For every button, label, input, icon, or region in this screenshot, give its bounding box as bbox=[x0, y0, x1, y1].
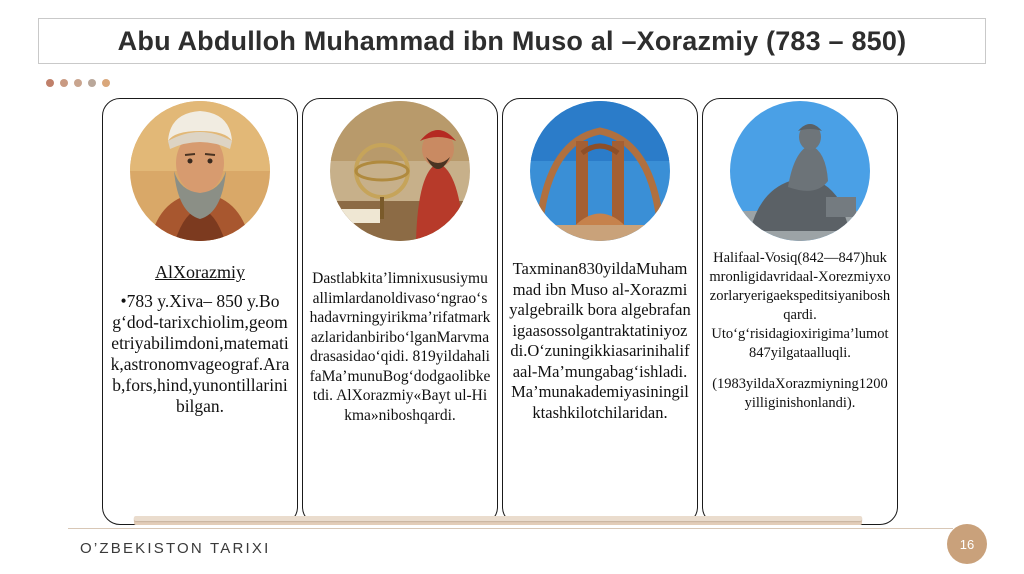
decorative-bar bbox=[134, 516, 862, 521]
card-3-text: Taxminan830yildaMuhammad ibn Muso al-Xorazmiyalgebrailk bora algebrafanigaasossolgantraktatiniyozdi.O‘zuningikkiasarinihalifaal-Ma’mungabag‘ishladi.Ma’munakademiyasiningilktashkilotchilaridan. bbox=[509, 259, 691, 422]
dot-1 bbox=[46, 79, 54, 87]
dot-4 bbox=[88, 79, 96, 87]
portrait-photo bbox=[130, 101, 270, 241]
dot-2 bbox=[60, 79, 68, 87]
card-2-text: Dastlabkita’limnixususiymuallimlardanoldivaso‘ngrao‘shadavrningyirikma’rifatmarkazlaridanbiribo‘lganMarvmadrasasidao‘qidi. 819yildahalifaMa’munuBog‘dodgaolibketdi. AlXorazmiy«Bayt ul-Hikma»niboshqardi. bbox=[309, 270, 491, 424]
page-number-badge: 16 bbox=[947, 524, 987, 564]
card-4-paragraph-3: (1983yildaXorazmiyning1200yilliginishonlandi). bbox=[712, 376, 888, 411]
scholars-illustration bbox=[330, 101, 470, 241]
card-1-heading: AlXorazmiy bbox=[155, 262, 245, 282]
card-biography bbox=[102, 98, 298, 525]
title-box bbox=[38, 18, 986, 64]
statue-photo bbox=[730, 101, 870, 241]
card-education bbox=[302, 98, 498, 525]
dot-3 bbox=[74, 79, 82, 87]
portrait-illustration bbox=[130, 101, 270, 241]
scholars-photo bbox=[330, 101, 470, 241]
card-expedition bbox=[702, 98, 898, 525]
card-1-text bbox=[109, 262, 291, 417]
card-algebra bbox=[502, 98, 698, 525]
slide-title: Abu Abdulloh Muhammad ibn Muso al –Xorazmiy (783 – 850) bbox=[117, 25, 907, 56]
decorative-dots bbox=[46, 79, 110, 87]
monument-photo bbox=[530, 101, 670, 241]
dot-5 bbox=[102, 79, 110, 87]
card-4-paragraph-2: Uto‘g‘risidagioxirigima’lumot847yilgataalluqli. bbox=[711, 326, 889, 361]
card-4-gap bbox=[709, 363, 891, 375]
footer-label: O’ZBEKISTON TARIXI bbox=[80, 540, 271, 557]
statue-illustration bbox=[730, 101, 870, 241]
monument-illustration bbox=[530, 101, 670, 241]
card-4-paragraph-1: Halifaal-Vosiq(842—847)hukmronligidavridaal-Xorezmiyxozorlaryerigaekspeditsiyaniboshqardi. bbox=[709, 250, 891, 323]
card-1-body: •783 y.Xiva– 850 y.Bog‘dod-tarixchiolim,geometriyabilimdoni,matematik,astronomvageograf.Arab,fors,hind,yunontillarinibilgan. bbox=[110, 291, 290, 416]
footer-divider bbox=[68, 528, 953, 529]
card-4-text bbox=[709, 249, 891, 413]
